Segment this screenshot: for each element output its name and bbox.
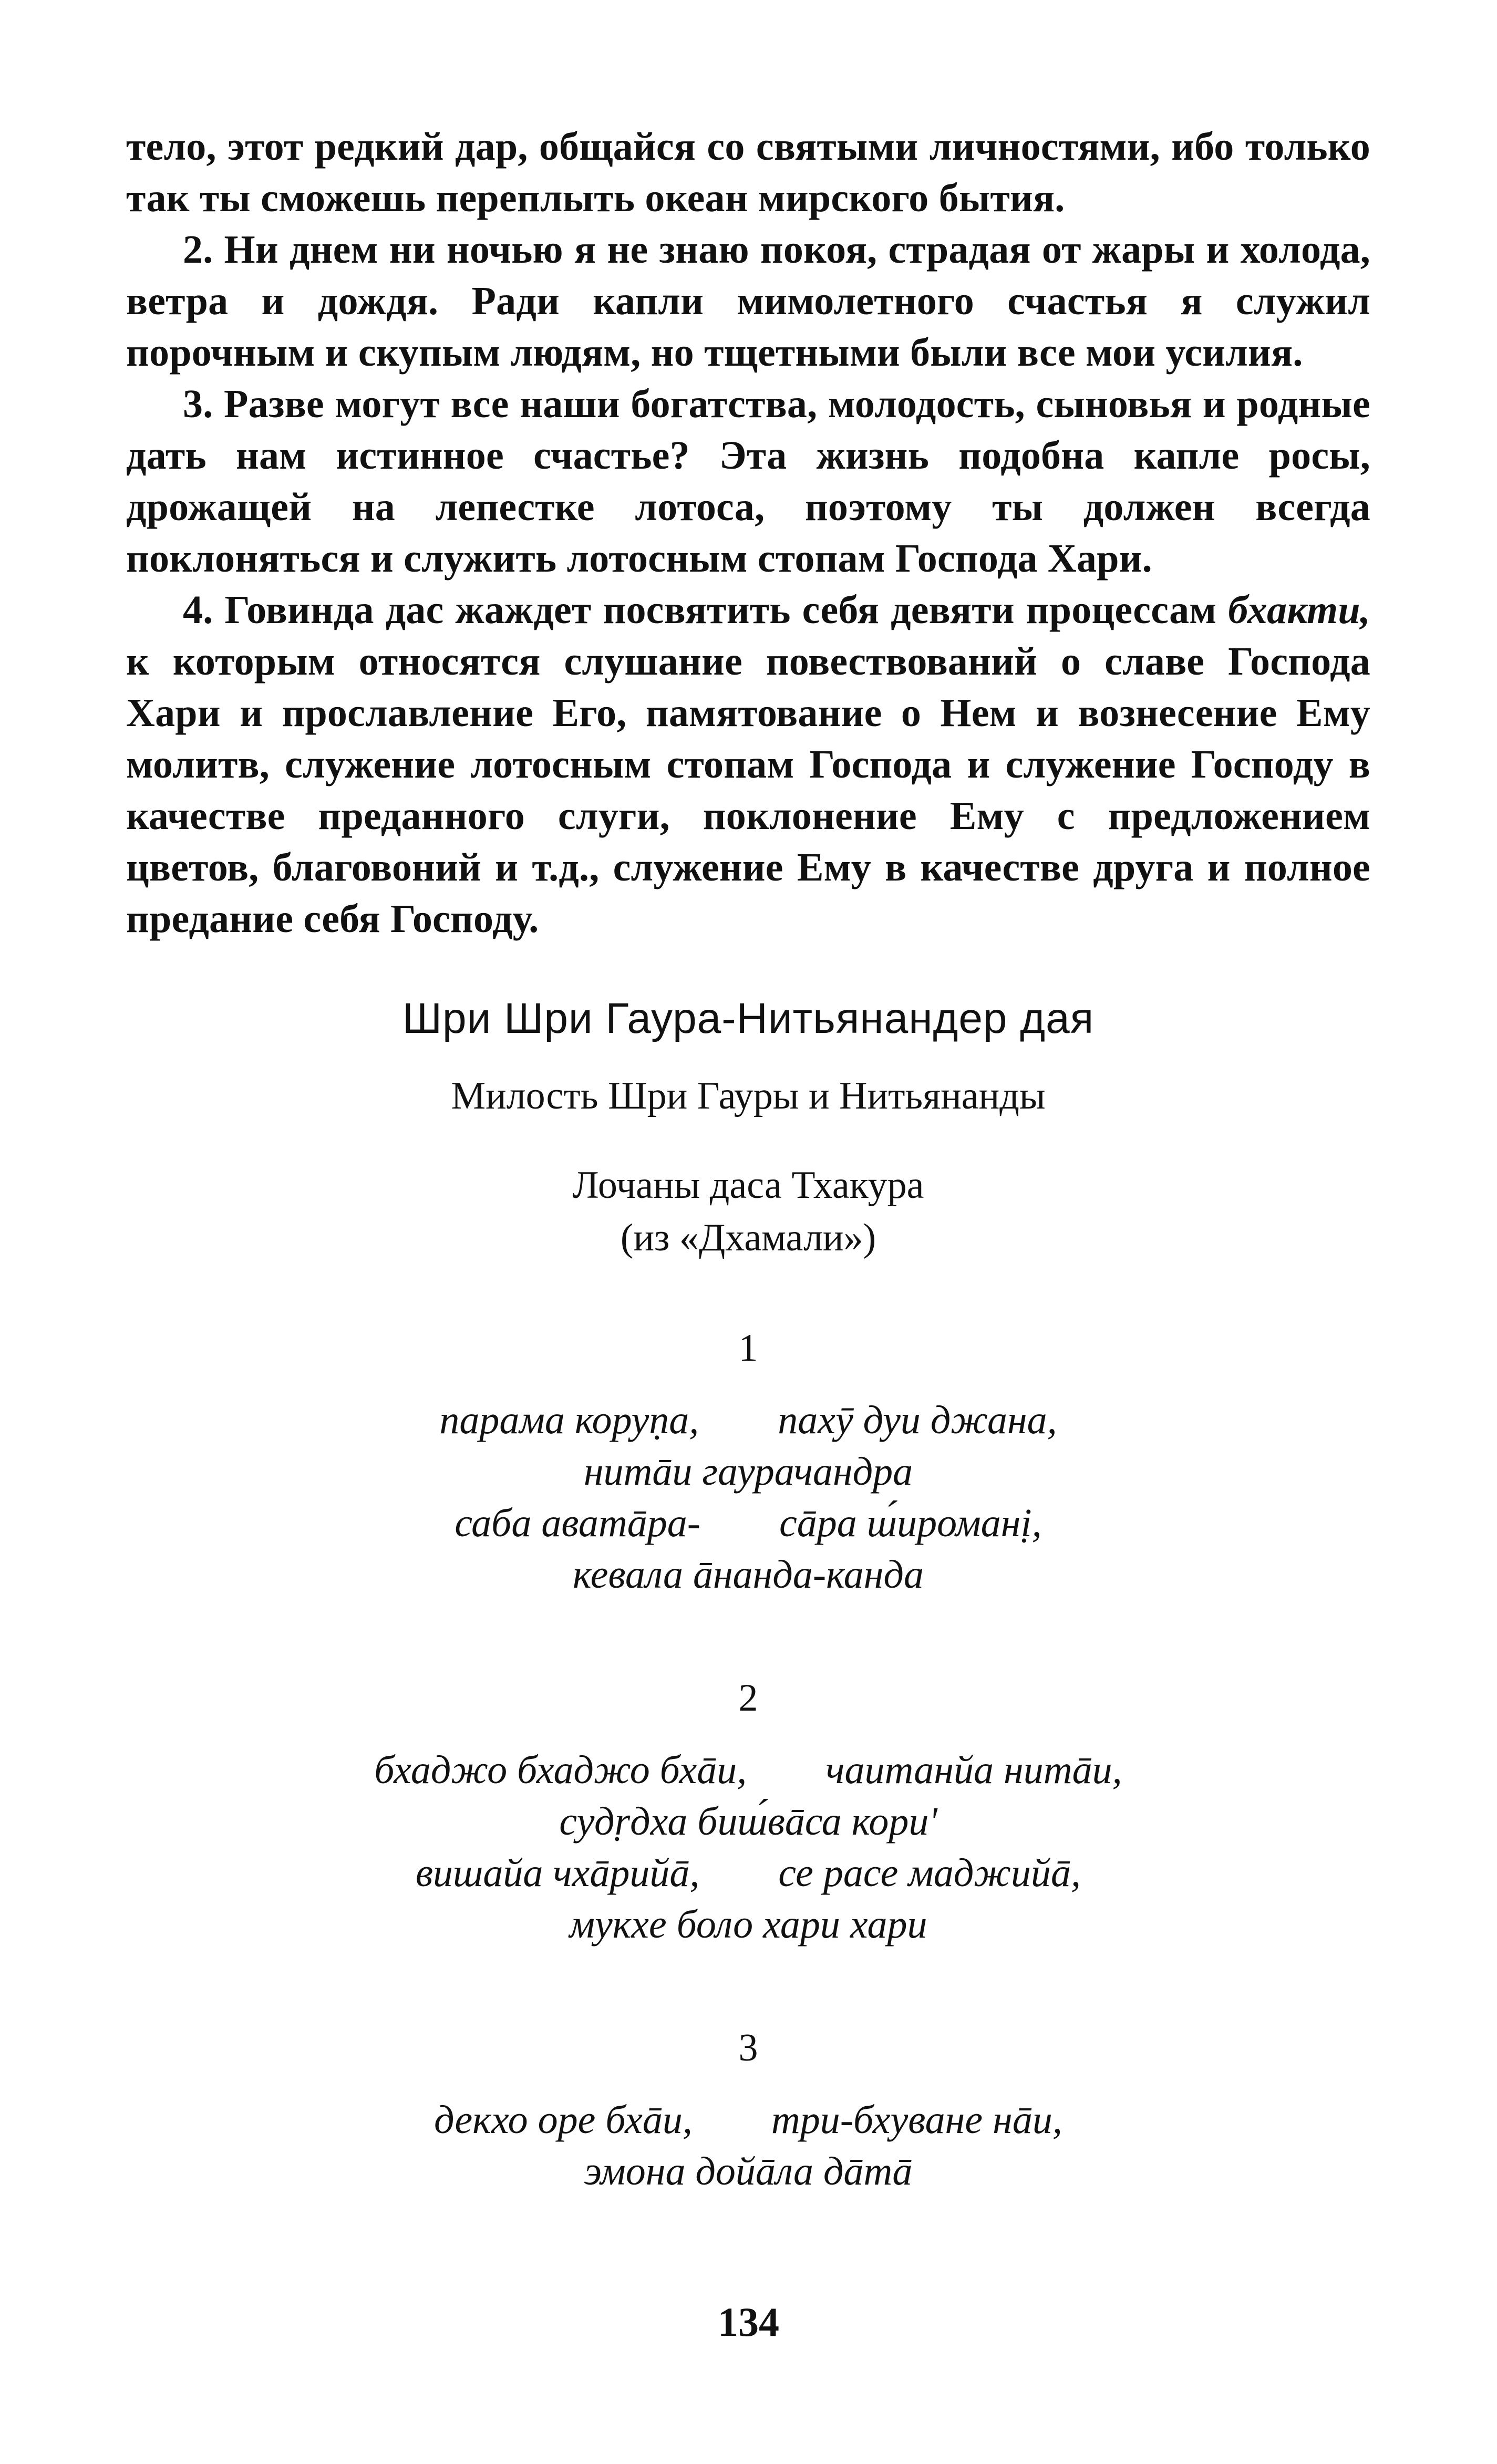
paragraph-4-term: бхакти, (1228, 588, 1370, 632)
paragraph-continuation: тело, этот редкий дар, общайся со святыми личностями, ибо только так ты сможешь переплыть океан мирского бытия. (126, 125, 1370, 220)
song-source: (из «Дхамали») (620, 1216, 876, 1259)
verse-line-part: сāра ш́ироманị, (779, 1501, 1042, 1545)
verse-line-part: се расе маджийā, (778, 1851, 1081, 1895)
paragraph-3: 3. Разве могут все наши богатства, молодость, сыновья и родные дать нам истинное счастье? Эта жизнь подобна капле росы, дрожащей на лепестке лотоса, поэтому ты должен всегда поклоняться и служить лотосным стопам Господа Хари. (126, 382, 1370, 581)
verse-line-part: пахӯ дуи джана, (778, 1398, 1057, 1442)
verse-line: нитāи гаурачандра (583, 1450, 913, 1494)
song-title: Шри Шри Гаура-Нитьянандер дая (402, 995, 1095, 1042)
page-content (126, 121, 1370, 2197)
verse-line: кевала āнанда-канда (573, 1552, 924, 1597)
verse-line: эмона дойāла дāтā (584, 2149, 913, 2193)
verse-line-part: саба аватāра- (455, 1501, 701, 1545)
verse (126, 2094, 1370, 2197)
song-author: Лочаны даса Тхакура (572, 1164, 924, 1207)
verse-line (126, 1497, 1370, 1549)
verse-line: мукхе боло хари хари (569, 1902, 927, 1947)
verse-line-part: чаитанйа нитāи, (825, 1748, 1122, 1792)
verse-line (126, 2094, 1370, 2146)
verse-line-part: декхо оре бхāи, (434, 2098, 693, 2142)
paragraph-2: 2. Ни днем ни ночью я не знаю покоя, страдая от жары и холода, ветра и дождя. Ради капли мимолетного счастья я служил порочным и скупым людям, но тщетными были все мои усилия. (126, 227, 1370, 375)
verse-line-part: три-бхуване нāи, (771, 2098, 1062, 2142)
paragraph-4-start: 4. Говинда дас жаждет посвятить себя девяти процессам (183, 588, 1228, 632)
verse (126, 1394, 1370, 1600)
verse (126, 1744, 1370, 1950)
verse-line-part: бхаджо бхаджо бхāи, (374, 1748, 747, 1792)
verse-number: 1 (738, 1327, 758, 1370)
verse-line (126, 1394, 1370, 1446)
verse-line-part: вишайа чхāрийā, (416, 1851, 700, 1895)
verse-line (126, 1847, 1370, 1899)
verse-line: судṛдха биш́вāса кори' (559, 1799, 937, 1844)
verse-line (126, 1744, 1370, 1796)
paragraph-4 (126, 584, 1370, 945)
verse-line-part: парама коруṇа, (439, 1398, 699, 1442)
verse-number: 3 (738, 2026, 758, 2069)
song-subtitle: Милость Шри Гауры и Нитьянанды (451, 1074, 1046, 1117)
page-number: 134 (718, 2299, 779, 2345)
paragraph-4-end: к которым относятся слушание повествований о славе Господа Хари и прославление Его, памятование о Нем и вознесение Ему молитв, служение лотосным стопам Господа и служение Господу в качестве преданного слуги, поклонение Ему с предложением цветов, благовоний и т.д., служение Ему в качестве друга и полное предание себя Господу. (126, 639, 1370, 941)
verse-number: 2 (738, 1676, 758, 1720)
prose-section (126, 121, 1370, 945)
